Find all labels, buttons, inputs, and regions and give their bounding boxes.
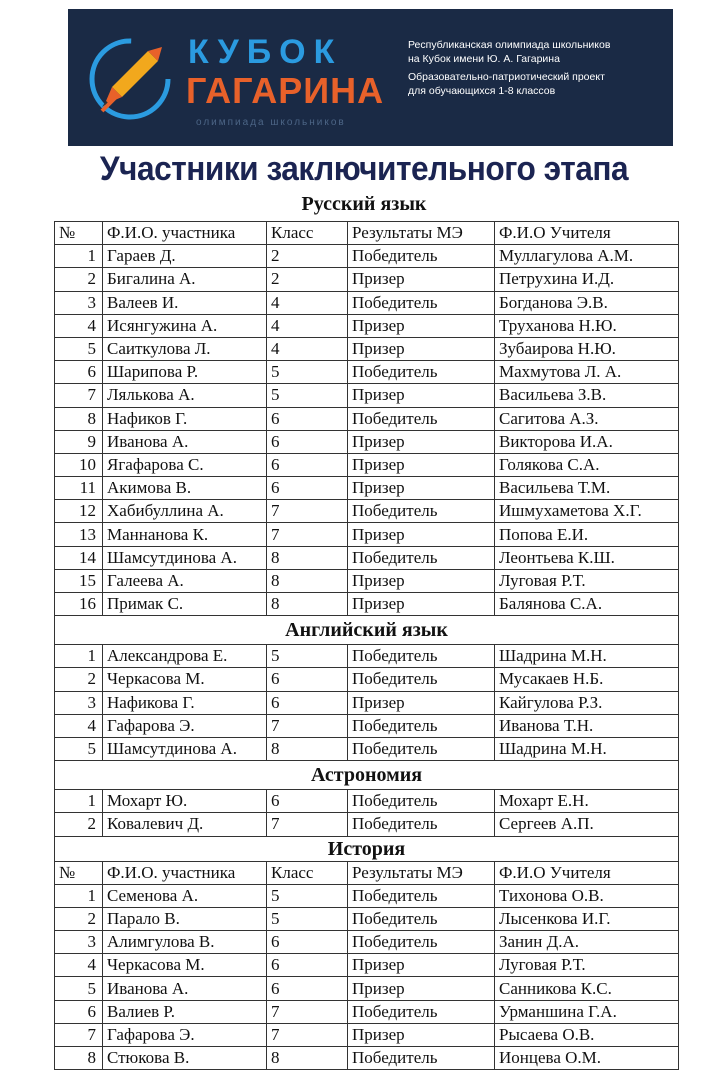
grade: 5 xyxy=(267,907,348,930)
participant-name: Акимова В. xyxy=(103,477,267,500)
participant-name: Гафарова Э. xyxy=(103,1023,267,1046)
row-number: 7 xyxy=(55,1023,103,1046)
table-row xyxy=(55,977,679,1000)
row-number: 4 xyxy=(55,954,103,977)
banner-info-line: Республиканская олимпиада школьников xyxy=(408,39,611,51)
participant-name: Иванова А. xyxy=(103,430,267,453)
row-number: 5 xyxy=(55,337,103,360)
teacher-name: Зубаирова Н.Ю. xyxy=(495,337,679,360)
teacher-name: Ишмухаметова Х.Г. xyxy=(495,500,679,523)
participants-table xyxy=(54,221,679,1070)
banner-info-line: для обучающихся 1-8 классов xyxy=(408,84,556,97)
participant-name: Нафикова Г. xyxy=(103,691,267,714)
result: Победитель xyxy=(348,790,495,813)
result: Победитель xyxy=(348,500,495,523)
result: Победитель xyxy=(348,884,495,907)
table-row xyxy=(55,453,679,476)
table-row xyxy=(55,668,679,691)
teacher-name: Шадрина М.Н. xyxy=(495,737,679,760)
teacher-name: Шадрина М.Н. xyxy=(495,645,679,668)
row-number: 13 xyxy=(55,523,103,546)
teacher-name: Попова Е.И. xyxy=(495,523,679,546)
participant-name: Исянгужина А. xyxy=(103,314,267,337)
grade: 7 xyxy=(267,500,348,523)
teacher-name: Занин Д.А. xyxy=(495,931,679,954)
section-row xyxy=(55,616,679,645)
teacher-name: Викторова И.А. xyxy=(495,430,679,453)
logo-word-kubok: КУБОК xyxy=(188,33,343,71)
row-number: 5 xyxy=(55,977,103,1000)
participant-name: Галеева А. xyxy=(103,569,267,592)
result: Призер xyxy=(348,1023,495,1046)
grade: 8 xyxy=(267,546,348,569)
participant-name: Семенова А. xyxy=(103,884,267,907)
grade: 6 xyxy=(267,430,348,453)
table-row xyxy=(55,645,679,668)
grade: 6 xyxy=(267,977,348,1000)
teacher-name: Луговая Р.Т. xyxy=(495,954,679,977)
grade: 5 xyxy=(267,384,348,407)
section-title: История xyxy=(55,836,679,861)
teacher-name: Голякова С.А. xyxy=(495,453,679,476)
grade: 6 xyxy=(267,453,348,476)
participant-name: Шамсутдинова А. xyxy=(103,546,267,569)
participant-name: Валиев Р. xyxy=(103,1000,267,1023)
table-row xyxy=(55,714,679,737)
section-title: Астрономия xyxy=(55,761,679,790)
grade: 5 xyxy=(267,361,348,384)
participant-name: Лялькова А. xyxy=(103,384,267,407)
result: Победитель xyxy=(348,813,495,836)
row-number: 4 xyxy=(55,314,103,337)
participant-name: Черкасова М. xyxy=(103,668,267,691)
row-number: 2 xyxy=(55,907,103,930)
table-row xyxy=(55,593,679,616)
teacher-name: Урманшина Г.А. xyxy=(495,1000,679,1023)
row-number: 1 xyxy=(55,884,103,907)
row-number: 9 xyxy=(55,430,103,453)
column-header: Ф.И.О Учителя xyxy=(495,861,679,884)
table-row xyxy=(55,737,679,760)
column-header: Ф.И.О. участника xyxy=(103,222,267,245)
grade: 5 xyxy=(267,884,348,907)
column-header: № xyxy=(55,861,103,884)
result: Победитель xyxy=(348,1047,495,1070)
banner-info-line: на Кубок имени Ю. А. Гагарина xyxy=(408,52,560,65)
result: Призер xyxy=(348,268,495,291)
participant-name: Саиткулова Л. xyxy=(103,337,267,360)
grade: 4 xyxy=(267,291,348,314)
table-row xyxy=(55,954,679,977)
participant-name: Примак С. xyxy=(103,593,267,616)
grade: 5 xyxy=(267,645,348,668)
result: Призер xyxy=(348,477,495,500)
table-row xyxy=(55,314,679,337)
table-row xyxy=(55,813,679,836)
participant-name: Валеев И. xyxy=(103,291,267,314)
participant-name: Ягафарова С. xyxy=(103,453,267,476)
teacher-name: Кайгулова Р.З. xyxy=(495,691,679,714)
result: Победитель xyxy=(348,907,495,930)
result: Победитель xyxy=(348,407,495,430)
teacher-name: Мусакаев Н.Б. xyxy=(495,668,679,691)
result: Призер xyxy=(348,384,495,407)
table-row xyxy=(55,430,679,453)
result: Призер xyxy=(348,954,495,977)
row-number: 3 xyxy=(55,291,103,314)
participant-name: Александрова Е. xyxy=(103,645,267,668)
section-title: Английский язык xyxy=(55,616,679,645)
row-number: 2 xyxy=(55,668,103,691)
grade: 6 xyxy=(267,954,348,977)
banner-info xyxy=(408,39,668,98)
result: Победитель xyxy=(348,546,495,569)
grade: 7 xyxy=(267,714,348,737)
grade: 7 xyxy=(267,1023,348,1046)
participant-name: Стюкова В. xyxy=(103,1047,267,1070)
teacher-name: Лысенкова И.Г. xyxy=(495,907,679,930)
column-header: Класс xyxy=(267,861,348,884)
table-row xyxy=(55,790,679,813)
participant-name: Шамсутдинова А. xyxy=(103,737,267,760)
result: Победитель xyxy=(348,291,495,314)
table-row xyxy=(55,569,679,592)
participant-name: Шарипова Р. xyxy=(103,361,267,384)
grade: 6 xyxy=(267,691,348,714)
participant-name: Ковалевич Д. xyxy=(103,813,267,836)
table-row xyxy=(55,1000,679,1023)
participant-name: Мохарт Ю. xyxy=(103,790,267,813)
row-number: 3 xyxy=(55,691,103,714)
participant-name: Бигалина А. xyxy=(103,268,267,291)
table-row xyxy=(55,691,679,714)
row-number: 4 xyxy=(55,714,103,737)
table-row xyxy=(55,384,679,407)
section-row xyxy=(55,761,679,790)
row-number: 10 xyxy=(55,453,103,476)
teacher-name: Леонтьева К.Ш. xyxy=(495,546,679,569)
participant-name: Алимгулова В. xyxy=(103,931,267,954)
grade: 6 xyxy=(267,477,348,500)
result: Призер xyxy=(348,691,495,714)
grade: 8 xyxy=(267,569,348,592)
table-row xyxy=(55,1047,679,1070)
result: Призер xyxy=(348,453,495,476)
column-header: № xyxy=(55,222,103,245)
row-number: 2 xyxy=(55,813,103,836)
participant-name: Хабибуллина А. xyxy=(103,500,267,523)
table-row xyxy=(55,291,679,314)
table-header-row xyxy=(55,222,679,245)
teacher-name: Балянова С.А. xyxy=(495,593,679,616)
section-row xyxy=(55,836,679,861)
table-row xyxy=(55,523,679,546)
row-number: 6 xyxy=(55,1000,103,1023)
row-number: 7 xyxy=(55,384,103,407)
column-header: Ф.И.О Учителя xyxy=(495,222,679,245)
table-row xyxy=(55,407,679,430)
result: Призер xyxy=(348,593,495,616)
teacher-name: Муллагулова А.М. xyxy=(495,245,679,268)
row-number: 2 xyxy=(55,268,103,291)
result: Победитель xyxy=(348,668,495,691)
column-header: Результаты МЭ xyxy=(348,222,495,245)
column-header: Класс xyxy=(267,222,348,245)
row-number: 8 xyxy=(55,407,103,430)
result: Победитель xyxy=(348,361,495,384)
teacher-name: Рысаева О.В. xyxy=(495,1023,679,1046)
participant-name: Черкасова М. xyxy=(103,954,267,977)
column-header: Результаты МЭ xyxy=(348,861,495,884)
row-number: 12 xyxy=(55,500,103,523)
grade: 7 xyxy=(267,523,348,546)
table-row xyxy=(55,546,679,569)
result: Победитель xyxy=(348,1000,495,1023)
table-row xyxy=(55,337,679,360)
grade: 2 xyxy=(267,268,348,291)
teacher-name: Сагитова А.З. xyxy=(495,407,679,430)
teacher-name: Тихонова О.В. xyxy=(495,884,679,907)
teacher-name: Сергеев А.П. xyxy=(495,813,679,836)
teacher-name: Ионцева О.М. xyxy=(495,1047,679,1070)
row-number: 8 xyxy=(55,1047,103,1070)
teacher-name: Богданова Э.В. xyxy=(495,291,679,314)
result: Призер xyxy=(348,314,495,337)
table-header-row xyxy=(55,861,679,884)
participant-name: Гафарова Э. xyxy=(103,714,267,737)
grade: 7 xyxy=(267,1000,348,1023)
participant-name: Иванова А. xyxy=(103,977,267,1000)
table-row xyxy=(55,361,679,384)
grade: 6 xyxy=(267,668,348,691)
participant-name: Нафиков Г. xyxy=(103,407,267,430)
result: Призер xyxy=(348,337,495,360)
teacher-name: Санникова К.С. xyxy=(495,977,679,1000)
participant-name: Гараев Д. xyxy=(103,245,267,268)
header-banner xyxy=(68,9,673,146)
row-number: 15 xyxy=(55,569,103,592)
result: Победитель xyxy=(348,245,495,268)
section-title: Русский язык xyxy=(301,193,427,215)
column-header: Ф.И.О. участника xyxy=(103,861,267,884)
participant-name: Парало В. xyxy=(103,907,267,930)
teacher-name: Луговая Р.Т. xyxy=(495,569,679,592)
page-title: Участники заключительного этапа xyxy=(99,150,629,188)
table-row xyxy=(55,1023,679,1046)
grade: 4 xyxy=(267,337,348,360)
result: Победитель xyxy=(348,737,495,760)
grade: 7 xyxy=(267,813,348,836)
logo-subtitle: олимпиада школьников xyxy=(196,117,346,128)
row-number: 5 xyxy=(55,737,103,760)
teacher-name: Иванова Т.Н. xyxy=(495,714,679,737)
result: Призер xyxy=(348,569,495,592)
row-number: 3 xyxy=(55,931,103,954)
row-number: 1 xyxy=(55,245,103,268)
table-row xyxy=(55,245,679,268)
table-row xyxy=(55,907,679,930)
grade: 4 xyxy=(267,314,348,337)
teacher-name: Мохарт Е.Н. xyxy=(495,790,679,813)
teacher-name: Петрухина И.Д. xyxy=(495,268,679,291)
grade: 8 xyxy=(267,593,348,616)
table-row xyxy=(55,931,679,954)
table-row xyxy=(55,477,679,500)
result: Победитель xyxy=(348,645,495,668)
row-number: 16 xyxy=(55,593,103,616)
row-number: 1 xyxy=(55,790,103,813)
row-number: 1 xyxy=(55,645,103,668)
logo-word-gagarina: ГАГАРИНА xyxy=(186,70,385,111)
participant-name: Маннанова К. xyxy=(103,523,267,546)
rocket-pencil-icon xyxy=(88,37,172,121)
grade: 6 xyxy=(267,407,348,430)
row-number: 14 xyxy=(55,546,103,569)
result: Призер xyxy=(348,430,495,453)
teacher-name: Васильева З.В. xyxy=(495,384,679,407)
teacher-name: Васильева Т.М. xyxy=(495,477,679,500)
table-row xyxy=(55,500,679,523)
banner-info-line: Образовательно-патриотический проект xyxy=(408,71,605,83)
row-number: 6 xyxy=(55,361,103,384)
result: Победитель xyxy=(348,714,495,737)
result: Победитель xyxy=(348,931,495,954)
result: Призер xyxy=(348,523,495,546)
result: Призер xyxy=(348,977,495,1000)
teacher-name: Махмутова Л. А. xyxy=(495,361,679,384)
row-number: 11 xyxy=(55,477,103,500)
grade: 6 xyxy=(267,790,348,813)
table-row xyxy=(55,884,679,907)
grade: 8 xyxy=(267,737,348,760)
grade: 8 xyxy=(267,1047,348,1070)
teacher-name: Труханова Н.Ю. xyxy=(495,314,679,337)
grade: 2 xyxy=(267,245,348,268)
grade: 6 xyxy=(267,931,348,954)
table-row xyxy=(55,268,679,291)
